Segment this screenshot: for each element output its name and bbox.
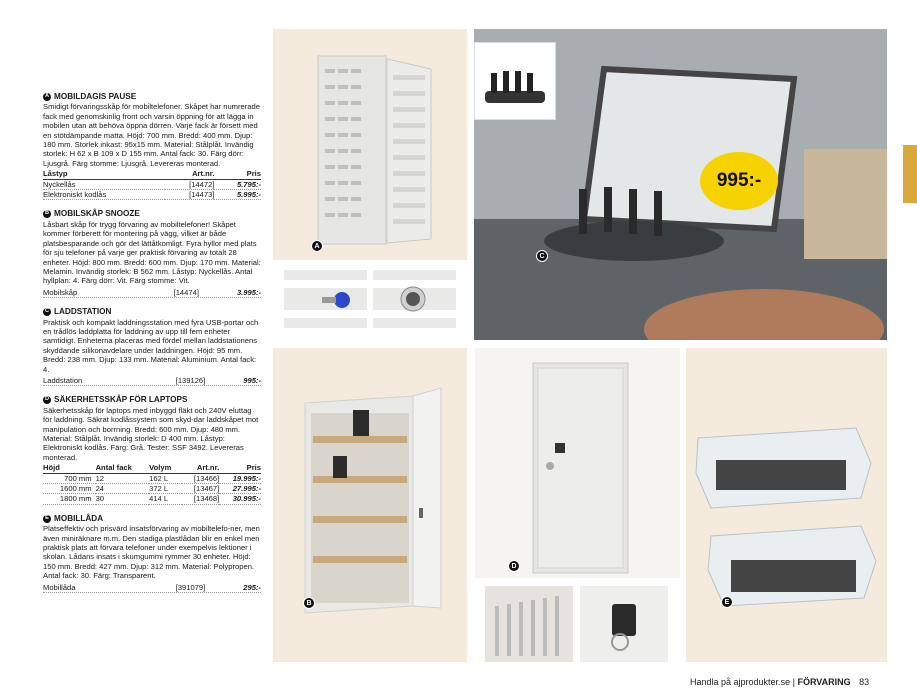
key-lock-detail-image (284, 270, 367, 328)
price-line-price: 3.995:- (236, 287, 261, 297)
product-c-price-line (43, 376, 261, 386)
product-b-heading (43, 209, 261, 218)
laptop-safe-interior-image (485, 586, 573, 662)
product-a-price-table (43, 169, 261, 200)
price-line-price: 295:- (243, 582, 261, 592)
product-a-title: MOBILDAGIS PAUSE (54, 92, 137, 101)
product-d-badge: D (44, 396, 50, 403)
col-lock-type: Låstyp (43, 169, 165, 179)
product-c (43, 307, 261, 386)
cell-height: 1600 mm (43, 484, 96, 494)
product-e-heading (43, 514, 261, 523)
product-d-image (475, 348, 680, 578)
phone-box-illustration (686, 348, 887, 662)
cell-art: [13466] (182, 473, 219, 483)
price-line-price: 995:- (243, 375, 261, 385)
product-e-badge: E (43, 515, 51, 523)
code-lock-detail-image (373, 270, 456, 328)
marker-c: C (536, 250, 548, 262)
wall-cabinet-illustration (273, 348, 467, 662)
col-art-nr: Art.nr. (165, 169, 214, 179)
product-c-title: LADDSTATION (54, 307, 112, 317)
page-number: 83 (859, 677, 870, 687)
col-price: Pris (214, 169, 261, 179)
product-a-heading (43, 92, 261, 101)
product-b-price-line (43, 288, 261, 298)
table-row (43, 473, 261, 483)
page-footer (690, 677, 869, 687)
marker-b: B (303, 597, 315, 609)
product-d (43, 395, 261, 504)
cell-price: 19.995:- (219, 473, 261, 483)
code-lock-icon (373, 270, 456, 328)
cell-price: 27.995:- (219, 484, 261, 494)
col-price: Pris (219, 463, 261, 473)
product-d-title: SÄKERHETSSKÅP FÖR LAPTOPS (54, 395, 188, 405)
phone-locker-illustration (273, 29, 467, 260)
product-e (43, 514, 261, 593)
cell-lock: Nyckellås (43, 179, 165, 189)
product-d-description: Säkerhetsskåp för laptops med inbyggd fläkt och 240V eluttag för laddning. Säkrat kodlåssystem som skyd-dar laddskåpet mot manipulation och borrning. Bredd: 600 mm. Djup: 480 mm. Material: Stålplåt. Invändig storlek: D 400 mm. Låstyp: Elektroniskt kodlås. Färg: Grå. Tester: SSF 3492. Levereras monterad. (43, 405, 259, 462)
footer-section: FÖRVARING (797, 677, 851, 687)
product-c-image (474, 29, 887, 340)
cell-compartments: 12 (96, 473, 150, 483)
col-compartments: Antal fack (96, 463, 150, 473)
cell-height: 700 mm (43, 473, 96, 483)
table-row (43, 494, 261, 504)
table-row (43, 190, 261, 200)
product-d-heading (43, 395, 261, 404)
cell-volume: 372 L (149, 484, 182, 494)
cell-art: [14472] (165, 179, 214, 189)
product-a-badge: A (44, 93, 50, 99)
product-a-image (273, 29, 467, 260)
cell-compartments: 30 (96, 494, 150, 504)
price-line-art: [139126] (175, 375, 206, 385)
product-d-price-table (43, 463, 261, 505)
product-c-description: Praktisk och kompakt laddningsstation med fyra USB-portar och en trådlös laddplatta för laddning av upp till fem enheter samtidigt. Enheterna placeras med fördel mellan laddstationens skyddande silikonavdelare under laddningen. Höjd: 95 mm. Bredd: 238 mm. Djup: 133 mm. Material: Aluminium. Antal fack: 4. (43, 317, 259, 374)
charging-station-icon (475, 43, 557, 121)
price-line-name: Mobillåda (43, 582, 76, 592)
cell-price: 30.995:- (219, 494, 261, 504)
product-e-price-line (43, 583, 261, 593)
footer-site[interactable]: Handla på ajprodukter.se (690, 677, 791, 687)
product-b-image (273, 348, 467, 662)
section-tab (903, 145, 917, 203)
cell-volume: 162 L (149, 473, 182, 483)
product-b-title: MOBILSKÅP SNOOZE (54, 209, 140, 219)
product-a (43, 92, 261, 200)
product-text-column (43, 92, 261, 602)
footer-separator: | (792, 677, 795, 687)
cell-lock: Elektroniskt kodlås (43, 190, 165, 200)
col-volume: Volym (149, 463, 182, 473)
product-b-badge: B (44, 210, 50, 217)
col-art-nr: Art.nr. (182, 463, 219, 473)
marker-e: E (721, 596, 733, 608)
key-lock-icon (284, 270, 367, 328)
price-line-art: [391079] (175, 582, 206, 592)
product-e-title: MOBILLÅDA (54, 513, 104, 523)
price-line-art: [14474] (173, 287, 199, 297)
cell-art: [13468] (182, 494, 219, 504)
laptop-safe-keypad-image (580, 586, 668, 662)
cell-art: [13467] (182, 484, 219, 494)
col-height: Höjd (43, 463, 96, 473)
keypad-icon (580, 586, 668, 662)
product-a-description: Smidigt förvaringsskåp för mobiltelefoner. Skåpet har numrerade fack med genomskinlig front och varsin öppning för att lägga in mobilen utan att behöva öppna dörren. Varje fack är försett med en stötdämpande matta. Höjd: 700 mm. Bredd: 400 mm. Djup: 180 mm. Storlek inkast: 95x15 mm. Material: Stålplåt. Invändig storlek: H 62 x B 109 x D 155 mm. Antal fack: 30. Färg dörr: Ljusgrå. Färg stomme: Ljusgrå. Levereras monterad. (43, 102, 260, 168)
price-line-name: Mobilskåp (43, 287, 78, 297)
product-c-badge: C (44, 308, 50, 315)
cell-art: [14473] (165, 190, 214, 200)
product-c-heading (43, 307, 261, 316)
cell-volume: 414 L (149, 494, 182, 504)
product-b-description: Låsbart skåp för trygg förvaring av mobiltelefoner! Skåpet kommer förberett för montering på vägg, vilket är både platsbesparande och gör det lättåtkomligt. Fyra hyllor med plats för sju telefoner på varje ger praktisk förvaring av totalt 28 enheter. Höjd: 800 mm. Bredd: 600 mm. Djup: 170 mm. Material: Melamin. Invändig storlek: B 562 mm. Låstyp: Nyckellås. Antal hyllplan: 4. Färg dörr: Vit. Färg stomme: Vit. (43, 219, 261, 286)
product-e-image (686, 348, 887, 662)
cell-price: 5.995:- (214, 190, 261, 200)
cell-height: 1800 mm (43, 494, 96, 504)
laptop-safe-illustration (475, 348, 680, 578)
table-row (43, 179, 261, 189)
product-b (43, 209, 261, 298)
product-e-description: Platseffektiv och prisvärd insatsförvaring av mobiltelefo-ner, men även miniräknare m.m. Den stadiga plastlådan blir en enkel men praktisk plats att förvara telefoner under exempelvis lektioner i skolan. Lådans insats i skumgummi rymmer 30 enheter. Höjd: 150 mm. Bredd: 427 mm. Djup: 312 mm. Material: Polypropen. Antal fack: 30. Färg: Transparent. (43, 524, 260, 581)
cell-compartments: 24 (96, 484, 150, 494)
price-line-name: Laddstation (43, 375, 83, 385)
laptop-slots-icon (485, 586, 573, 662)
marker-d: D (508, 560, 520, 572)
price-badge: 995:- (700, 152, 778, 210)
cell-price: 5.795:- (214, 179, 261, 189)
table-row (43, 484, 261, 494)
marker-a: A (311, 240, 323, 252)
charging-station-inset (474, 42, 556, 120)
